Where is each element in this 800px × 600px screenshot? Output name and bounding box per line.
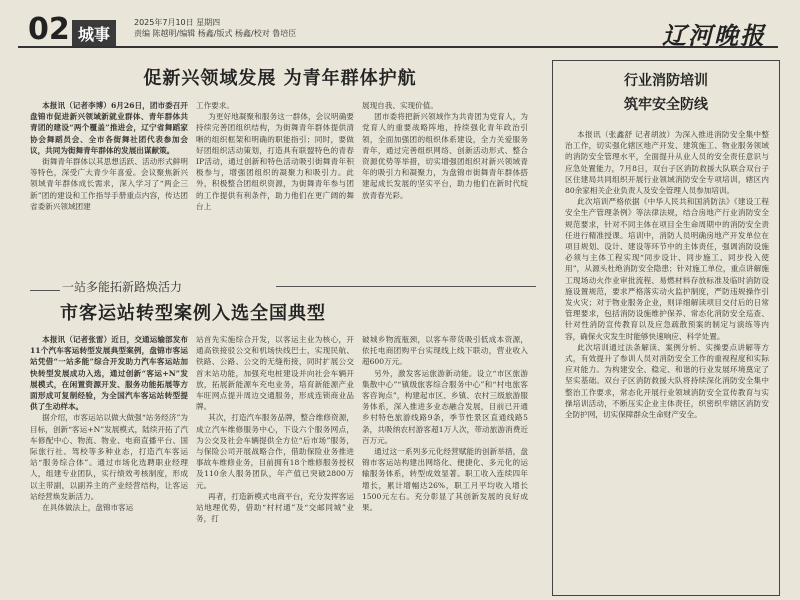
article1-paragraph: 团市委将把新兴领域作为共青团为党育人，为党育人的重要战略阵地，持续强化青年政治引领，全面加强团的组织体系建设，全力关爱服务青年，通过完善组织网络、创新活动形式、整合资源优势等举措，切实增强团组织对新兴领域青年的吸引力和凝聚力，为盘锦市街舞青年群体搭建起成长发展的坚实平台，助力他们在新时代绽放青春光彩。 [362,112,528,200]
article2-paragraph: 另外，激发客运旅游新动能。设立“市区旅游集散中心”“镇级旅客综合服务中心”和“村电旅客客咨询点”，构建起市区、乡镇、农村三级旅游服务体系，深入推进多业态融合发展，目前已开通乡村特色旅游线路9条，季节性景区直通线路5条，共吸纳农村游客超1万人次，带动旅游消费近百万元。 [362,368,528,445]
sidebar-paragraph: 此次培训严格依据《中华人民共和国消防法》《建设工程安全生产管理条例》等法律法规，结合房地产行业消防安全规范要求，针对不同主体在项目全生命周期中的消防安全责任进行精准授课。培训中，消防人员明确房地产开发单位在项目规划、设计、建设等环节中的主体责任，强调消防设施必须与主体工程实现“同步设计、同步施工、同步投入使用”，从源头杜绝消防安全隐患；针对施工单位，重点讲解施工现场动火作业审批流程、易燃材料存放标准及临时消防设施设置规范，要求严格落实动火监护制度，严防违规操作引发火灾；对于物业服务企业，则详细解读项目交付后的日常管理要求，包括消防设施维护保养、常态化消防安全巡查、针对性消防宣传教育以及应急疏散预案的制定与演练等内容，确保火灾发生时能够快速响应、科学处置。 [565,197,769,341]
article2-paragraph: 本报讯（记者张雷）近日，交通运输部发布11个汽车客运转型发展典型案例，盘锦市客运站凭借“一站多能”综合开发助力汽车客运站加快转型发展成功入选，通过创新“客运+N”发展模式，在闲置资源开发、服务功能拓展等方面形成可复制经验，为全国汽车客运站转型提供了生动样本。 [30,335,188,412]
article1-column-1 [30,100,188,276]
dateline [134,17,296,39]
article2-paragraph: 破城乡物流瓶颈，以客车带货吸引低成本资源，依托电商团购平台实现线上线下联动，营业收入超600万元。 [362,335,528,367]
publication-date: 2025年7月10日 星期四 [134,18,221,27]
article1-paragraph: 工作要求。 [196,101,234,110]
sidebar-headline-line-1: 行业消防培训 [624,73,708,89]
masthead [8,14,792,48]
sidebar-article-box [552,60,780,596]
article2-paragraph: 据介绍，市客运站以做大做强“站务经济”为目标，创新“客运+N”发展模式，陆续开拓了汽车修配中心、物流、物业、电商直播平台、国际旅行社、驾校等多种业态，打造汽车客运站“服务综合体”。通过市场化选聘职业经理人，组建专业团队，实行绩效考核制度，形成以主带副，以副养主的产业经营结构，让客运站经营焕发新活力。 [30,413,188,501]
article2-headline: 市客运站转型案例入选全国典型 [60,303,326,324]
article2-paragraph: 通过这一系列多元化经营赋能的创新举措，盘锦市客运站构建出网络化、便捷化、多元化的运输服务体系，转型成效显著。职工收入连续四年增长，累计增幅达26%，职工月平均收入增长1500元左右。充分彰显了其创新发展的良好成果。 [362,447,528,513]
page-number: 02 [28,12,70,47]
article2-paragraph: 在具体做法上，盘锦市客运 [42,503,134,513]
article2-column-2 [196,334,354,596]
article1-column-2 [196,100,354,276]
section-label: 城事 [72,20,116,47]
article2-column-3 [362,334,528,596]
sidebar-paragraph: 此次培训通过法条解读、案例分析、实操要点讲解等方式，有效提升了参训人员对消防安全工作的重视程度和实际应对能力。为构建安全、稳定、和谐的行业发展环境奠定了坚实基础。双台子区消防救援大队将持续深化消防安全集中整治工作要求，常态化开展行业领域消防安全宣传教育与实操培训活动，不断压实企业主体责任，织密织牢辖区消防安全防护网，切实保障群众生命财产安全。 [565,342,769,420]
divider [276,286,536,287]
article2-paragraph: 其次，打造汽车服务品牌，整合维修资源，成立汽车维修服务中心，下设六个服务网点，为公交及社会车辆提供全方位“后市场”服务，与保险公司开展战略合作，借助保险业务推进事故车维修业务，目前拥有18个维修服务授权及110余人服务团队，年产值已突破2800万元。 [196,413,354,490]
article2-kicker: 一站多能拓新路焕活力 [62,280,183,294]
divider [30,290,60,291]
sidebar-body [565,129,769,591]
article2-column-1 [30,334,188,596]
masthead-rule [18,46,778,48]
paper-logo: 辽河晚报 [662,21,766,50]
editor-credits: 责编 陈越明/编辑 杨鑫/版式 杨鑫/校对 鲁培臣 [134,29,297,38]
article1-paragraph: 为更好地凝聚和服务这一群体，会议明确要持续完善团组织结构，为街舞青年群体提供清晰的组织框架和明确的职能指引；同时，要做好团组织活动策划，打造具有联盟特色的青春IP活动，通过创新和特色活动吸引街舞青年积极参与，增强团组织的凝聚力和吸引力。此外，积极整合团组织资源，为街舞青年参与团的工作提供有利条件，助力他们在更广阔的舞台上 [196,112,354,211]
sidebar-paragraph: 本报讯（张鑫舒 记者胡波）为深入推进消防安全集中整治工作，切实强化辖区地产开发、建筑施工、物业服务领域的消防安全管理水平，全面提升从业人员的安全责任意识与应急处置能力，7月8日，双台子区消防救援大队联合双台子区住建局共同组织开展行业领域消防安全专项培训，辖区内80余家相关企业负责人及安全管理人员参加培训。 [565,130,769,196]
sidebar-headline-line-2: 筑牢安全防线 [624,97,708,113]
article1-paragraph: 本报讯（记者李博）6月26日，团市委召开盘锦市促进新兴领域新就业群体、青年群体共青团的建设“两个覆盖”推进会，辽宁省舞蹈家协会舞蹈员会、全市各街舞社团代表参加会议，共同为街舞青年群体的发展出谋献策。 [30,101,188,155]
article1-paragraph: 展现自我、实现价值。 [362,101,438,110]
article2-paragraph: 站首先实施综合开发，以客运主业为核心，开通高铁接驳公交和机场快线巴士，实现民航、铁路、公路、公交的无缝衔接，同时扩展公交首末站功能，加强充电桩建设并向社会车辆开放，拓展新能源车充电业务，培育新能源产业车旺网点提升周边交通服务，形成连锁商业品牌。 [196,335,354,412]
article1-headline: 促新兴领域发展 为青年群体护航 [143,68,417,89]
article1-column-3 [362,100,528,276]
article1-paragraph: 街舞青年群体以其思想活跃、活动形式鲜明等特色，深受广大青少年喜爱。会议聚焦新兴领域青年群体成长需求，深入学习了“两企三新”团的建设和工作指导手册重点内容，传达团省委新兴领域团建 [30,157,188,211]
article2-paragraph: 再者，打造新模式电商平台，充分发挥客运站地理优势，借助“村村通”及“交邮同城”业务，打 [196,491,354,524]
